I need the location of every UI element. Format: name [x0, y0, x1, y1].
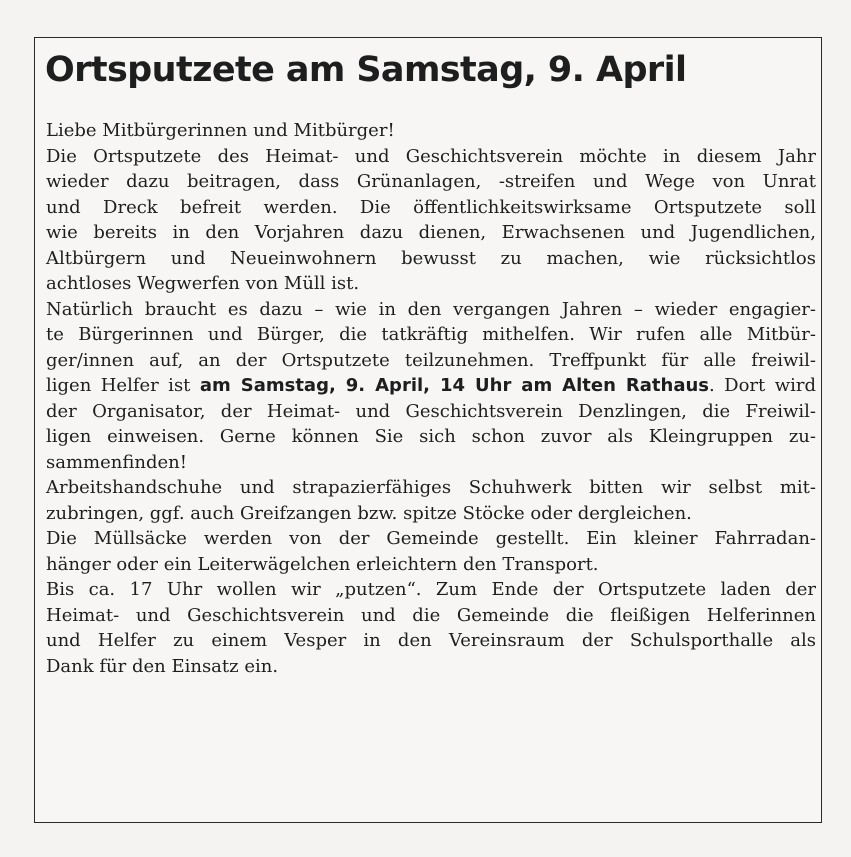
- body-line: Natürlich braucht es dazu – wie in den vergangen Jahren – wieder engagier-: [46, 298, 816, 320]
- body-line: [46, 373, 816, 399]
- body-line: Arbeitshandschuhe und strapazierfähiges Schuhwerk bitten wir selbst mit-: [46, 477, 816, 498]
- article-headline: Ortsputzete am Samstag, 9. April: [45, 50, 687, 90]
- article-body: [46, 118, 816, 679]
- body-line: wieder dazu beitragen, dass Grünanlagen, -streifen und Wege von Unrat: [46, 171, 816, 192]
- body-line: Liebe Mitbürgerinnen und Mitbürger!: [46, 120, 395, 141]
- meeting-point-emphasis: am Samstag, 9. April, 14 Uhr am Alten Rathaus: [199, 375, 709, 396]
- body-line: ger/innen auf, an der Ortsputzete teilzunehmen. Treffpunkt für alle freiwil-: [46, 349, 816, 371]
- body-line: und Helfer zu einem Vesper in den Vereinsraum der Schulsporthalle als: [46, 630, 816, 651]
- body-line: Heimat- und Geschichtsverein und die Gemeinde die fleißigen Helferinnen: [46, 604, 816, 626]
- body-line: ligen einweisen. Gerne können Sie sich schon zuvor als Kleingruppen zu-: [46, 426, 816, 447]
- body-line: und Dreck befreit werden. Die öffentlichkeitswirksame Ortsputzete soll: [46, 196, 816, 218]
- body-line: Bis ca. 17 Uhr wollen wir „putzen“. Zum Ende der Ortsputzete laden der: [46, 579, 816, 600]
- body-line: Die Ortsputzete des Heimat- und Geschichtsverein möchte in diesem Jahr: [46, 145, 816, 167]
- body-line: achtloses Wegwerfen von Müll ist.: [46, 273, 360, 294]
- body-line-text: ligen Helfer ist: [46, 375, 200, 396]
- body-line-text: . Dort wird: [709, 375, 816, 396]
- body-line: Dank für den Einsatz ein.: [46, 655, 279, 677]
- body-line: Altbürgern und Neueinwohnern bewusst zu machen, wie rücksichtlos: [46, 247, 816, 269]
- body-line: hänger oder ein Leiterwägelchen erleichtern den Transport.: [46, 553, 599, 575]
- article-frame: [34, 37, 822, 823]
- body-line: te Bürgerinnen und Bürger, die tatkräftig mithelfen. Wir rufen alle Mitbür-: [46, 324, 816, 345]
- body-line: wie bereits in den Vorjahren dazu dienen, Erwachsenen und Jugendlichen,: [46, 222, 816, 243]
- body-line: zubringen, ggf. auch Greifzangen bzw. spitze Stöcke oder dergleichen.: [46, 502, 692, 524]
- body-line: Die Müllsäcke werden von der Gemeinde gestellt. Ein kleiner Fahrradan-: [46, 528, 816, 549]
- body-line: der Organisator, der Heimat- und Geschichtsverein Denzlingen, die Freiwil-: [46, 400, 816, 422]
- body-line: sammenfinden!: [46, 451, 187, 473]
